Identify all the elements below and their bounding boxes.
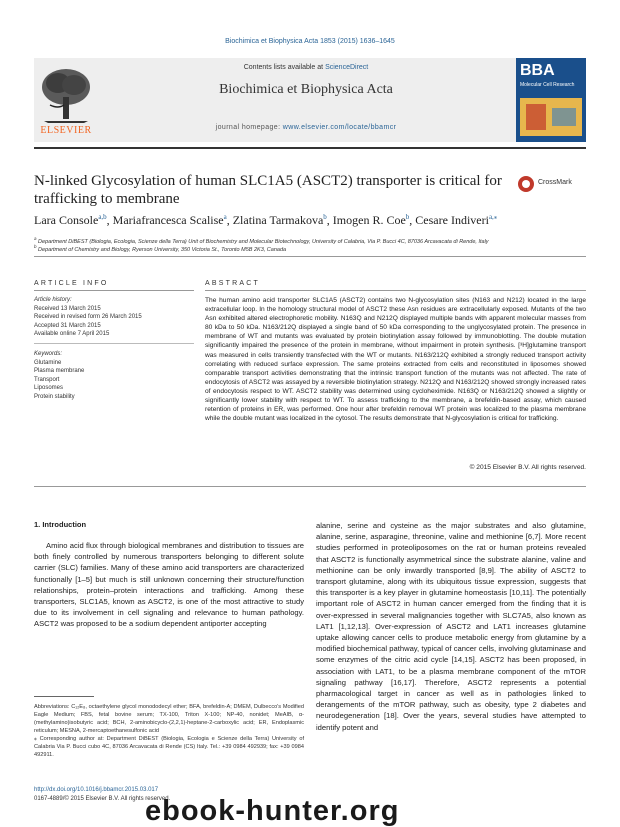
abstract-heading: ABSTRACT	[205, 280, 260, 287]
history-item: Accepted 31 March 2015	[34, 322, 101, 329]
introduction-left-column: Amino acid flux through biological membranes and distribution to tissues are both finely controlled by numerous transporters belonging to different solute carrier (SLC) families. Many of these amino acid transporters are characterized functionally [1–5] but much is still unknown concerning their structure/function relationships, protein–protein interactions and trafficking. Among these transporters, SLC1A5, known as ASCT2, is one of the most attractive to study due to its involvement in cell signaling and relevance to human pathology. ASCT2 was proposed to be a sodium dependent antiporter accepting	[34, 541, 304, 629]
footnotes	[34, 703, 304, 759]
introduction-right-column: alanine, serine and cysteine as the major substrates and also glutamine, alanine, serine, asparagine, threonine, valine and methionine [6,7]. More recent studies performed in proteoliposomes on the rat or human proteins revealed that ASCT2 is functionally asymmetrical since the substrate alanine, valine and methionine can be only inwardly transported [8,9]. The ability of ASCT2 to transport glutamine, along with its ubiquitous tissue expression, suggests that this transporter is a key player in glutamine homeostasis [10,11]. The potentially important role of ASCT2 in human cancer emerged from the finding that it is over-expressed in several malignancies together with SLC7A5, also known as LAT1 [1,12,13]. Over-expression of ASCT2 and LAT1 increases glutamine uptake allowing cancer cells to produce metabolic energy from glutamine by a modified biochemical pathway, typical of cancer cells, involving glutaminase and some enzymes of the citric acid cycle [14,15]. ASCT2 has been proposed, in association with LAT1, to be a plasma membrane component of the mTOR signaling pathway [16,17]. Therefore, ASCT2 represents a potential pharmacological target in cancer as well as in pathologies linked to derangements of the mTOR pathway, such as obesity, type 2 diabetes and neurodegeneration [18]. Over the years, several studies have attempted to identify potent and	[316, 521, 586, 732]
keyword: Transport	[34, 376, 60, 383]
keywords-list	[34, 350, 194, 401]
author-name[interactable]: Mariafrancesca Scalise	[112, 213, 224, 227]
journal-homepage-link[interactable]: www.elsevier.com/locate/bbamcr	[282, 124, 397, 131]
crossmark-button[interactable]	[518, 176, 586, 194]
author-name[interactable]: Zlatina Tarmakova	[232, 213, 324, 227]
cover-title: BBA	[520, 62, 555, 79]
abstract-bottom-divider	[34, 486, 586, 487]
header-divider	[34, 147, 586, 149]
history-item: Received 13 March 2015	[34, 305, 101, 312]
elsevier-tree-logo	[36, 61, 96, 135]
author-affil-sup[interactable]: a,b	[98, 213, 107, 221]
author-list: Lara Console$^{a,b}$, Mariafrancesca Scalise$^a$, Zlatina Tarmakova$^b$, Imogen R. Coe$^b$, Cesare Indiveri$^{a,⁎}$	[34, 213, 498, 227]
publisher-wordmark: ELSEVIER	[40, 125, 92, 136]
watermark-text: ebook-hunter.org	[145, 795, 400, 827]
corresponding-author-footnote: ⁎ Corresponding author at: Department DiBEST (Biologia, Ecologia e Scienze della Terra) University of Calabria Via P. Bucci cubo 4C, 87036 Arcavacata di Rende (CS) Italy. Tel.: +39 0984 492939; fax: +39 0984 492911.	[34, 736, 304, 758]
history-heading: Article history:	[34, 297, 72, 303]
issn-line: 0167-4889/© 2015 Elsevier B.V. All rights reserved.	[34, 796, 171, 802]
affiliation-b	[34, 244, 586, 253]
affiliation-text: Department DiBEST (Biologia, Ecologia, Scienze della Terra) Unit of Biochemistry and Molecular Biotechnology, University of Calabria, Via P. Bucci 4C, 87036 Arcavacata di Rende, Italy	[38, 238, 489, 245]
keyword: Glutamine	[34, 359, 62, 366]
footnote-divider	[34, 696, 94, 697]
author-affil-sup[interactable]: b	[405, 213, 410, 221]
article-title: N-linked Glycosylation of human SLC1A5 (ASCT2) transporter is critical for trafficking to membrane	[34, 173, 502, 207]
journal-cover-thumbnail[interactable]	[516, 58, 586, 142]
author-affil-sup[interactable]: a	[223, 213, 227, 221]
journal-citation-link[interactable]: Biochimica et Biophysica Acta 1853 (2015) 1636–1645	[225, 38, 395, 45]
doi-link[interactable]: http://dx.doi.org/10.1016/j.bbamcr.2015.03.017	[34, 787, 159, 793]
cover-artwork-shape	[552, 108, 576, 126]
history-item: Available online 7 April 2015	[34, 331, 110, 337]
homepage-prefix: journal homepage:	[215, 124, 283, 131]
sciencedirect-link[interactable]: ScienceDirect	[325, 64, 369, 71]
author-name[interactable]: Cesare Indiveri	[415, 213, 489, 227]
crossmark-label: CrossMark	[538, 179, 572, 186]
journal-homepage-line	[96, 124, 516, 131]
article-info-divider	[34, 290, 194, 291]
author-name[interactable]: Lara Console	[34, 213, 99, 227]
keyword: Plasma membrane	[34, 368, 85, 374]
history-divider	[34, 343, 194, 344]
keywords-heading: Keywords:	[34, 351, 63, 357]
keyword: Protein stability	[34, 393, 75, 400]
copyright-notice: © 2015 Elsevier B.V. All rights reserved.	[469, 464, 586, 471]
article-history	[34, 296, 194, 339]
introduction-heading: 1. Introduction	[34, 520, 87, 529]
author-name[interactable]: Imogen R. Coe	[332, 213, 406, 227]
cover-artwork-shape	[526, 104, 546, 130]
crossmark-icon	[518, 176, 534, 192]
abbreviations-footnote: Abbreviations: C₁₂E₈, octaethylene glycol monododecyl ether; BFA, brefeldin-A; DMEM, Dulbecco's Modified Eagle Medium; FBS, fetal bovine serum; TX-100, Triton X-100; NP-40, nonidet; MeAIB, α-(methylamino)isobutyric acid; BCH, 2-aminobicyclo-(2,2,1)-heptane-2-carboxylic acid; ER, Endoplasmic reticulum; MESNA, 2-mercaptoethanesulfonic acid	[34, 704, 304, 734]
affiliation-text: Department of Chemistry and Biology, Ryerson University, 350 Victoria St., Toronto M5B 2K3, Canada	[38, 246, 287, 253]
abstract-body: The human amino acid transporter SLC1A5 (ASCT2) contains two N-glycosylation sites (N163 and N212) located in the large extracellular loop. In the homology structural model of ASCT2 these Asn residues are extracellularly exposed. Mutants of the two Asn exhibited altered electrophoretic mobility. N163Q and N212Q displayed multiple bands with apparent molecular masses from 80 kDa to 50 kDa. N163/212Q displayed a single band of 50 kDa corresponding to the unglycosylated protein. The presence in membrane of WT and mutants was evaluated by protein biotinylation assay followed by immunoblotting. The double mutation significantly impaired the presence of the protein in membrane, without impairment in protein synthesis. [³H]glutamine transport was measured in cells transiently transfected with the WT or mutants. N163/212Q exhibited a strongly reduced transport activity correlating with reduced surface expression. The same proteins extracted from cells and reconstituted in liposomes showed comparable transport activities demonstrating that the intrinsic transport function of the mutants was not affected. The rate of endocytosis of ASCT2 was assayed by a reversible biotinylation strategy. N212Q and N163/212Q showed strongly increased rates of endocytosis respect to WT. ASCT2 stability was determined using cycloheximide. N163Q or N163/212Q showed a slightly or significantly lower stability with respect to WT. To assess trafficking to the membrane, a brefeldin-based assay, which caused retention of proteins in ER, was performed. One hour after brefeldin removal WT protein was localized to the plasma membrane while the double mutant was localized in the cytosol. The results demonstrate that N-glycosylation is critical for trafficking.	[205, 297, 586, 423]
cover-subtitle: Molecular Cell Research	[520, 82, 575, 88]
affiliation-sup: a	[34, 236, 37, 241]
contents-prefix: Contents lists available at	[243, 64, 326, 71]
affiliation-divider	[34, 256, 586, 257]
journal-name: Biochimica et Biophysica Acta	[219, 82, 393, 97]
author-affil-sup[interactable]: b	[323, 213, 327, 221]
author-affil-sup[interactable]: a,⁎	[488, 213, 498, 221]
abstract-divider	[205, 290, 586, 291]
history-item: Received in revised form 26 March 2015	[34, 314, 142, 320]
article-info-heading: ARTICLE INFO	[34, 280, 109, 287]
affiliation-sup: b	[34, 244, 37, 249]
keyword: Liposomes	[34, 385, 64, 391]
contents-available-line	[96, 64, 516, 71]
